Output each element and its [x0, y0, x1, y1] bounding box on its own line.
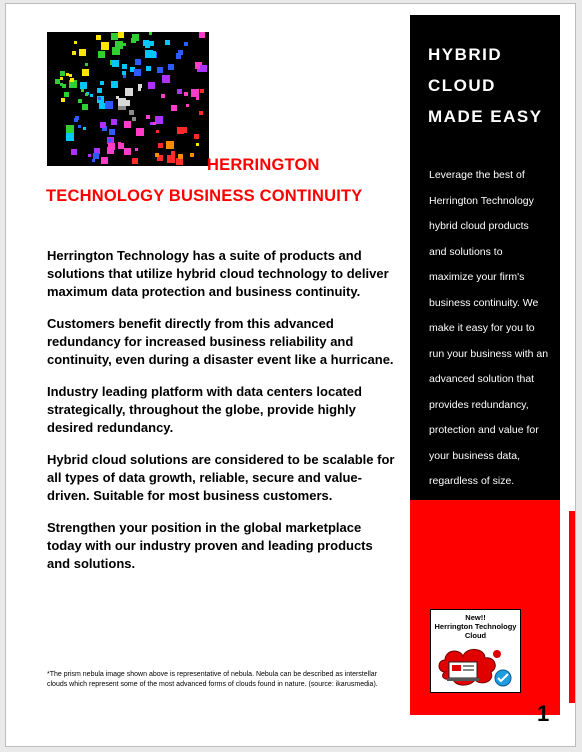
- prism-tile: [66, 73, 69, 76]
- prism-tile: [112, 60, 119, 67]
- prism-tile: [132, 34, 139, 41]
- prism-tile: [146, 115, 150, 119]
- prism-tile: [134, 69, 141, 76]
- prism-tile: [100, 122, 106, 128]
- prism-tile: [129, 110, 134, 115]
- prism-tile: [123, 75, 126, 78]
- prism-tile: [74, 118, 78, 122]
- prism-tile: [177, 89, 182, 94]
- prism-tile: [97, 88, 102, 93]
- prism-tile: [85, 93, 88, 96]
- prism-tile: [108, 143, 115, 150]
- prism-tile: [124, 121, 131, 128]
- body-paragraph: Industry leading platform with data centers located strategically, throughout the globe, provide highly desired redundancy.: [47, 384, 362, 435]
- promo-line-cloud: Cloud: [464, 631, 487, 640]
- prism-tile: [115, 41, 123, 49]
- prism-tile: [90, 94, 93, 97]
- sidebar-heading: HYBRID CLOUD MADE EASY: [428, 45, 543, 126]
- prism-tile: [78, 125, 81, 128]
- prism-tile: [70, 78, 74, 82]
- document-page: [5, 3, 576, 747]
- promo-line-new: New!!: [465, 613, 486, 622]
- prism-tile: [61, 98, 65, 102]
- prism-tile: [123, 43, 126, 46]
- prism-tile: [111, 119, 117, 125]
- prism-tile: [80, 82, 87, 89]
- prism-tile: [122, 71, 126, 75]
- prism-tile: [200, 89, 204, 93]
- prism-tile: [118, 98, 126, 106]
- prism-tile: [100, 81, 104, 85]
- prism-tile: [138, 84, 142, 88]
- prism-tile: [191, 89, 199, 97]
- prism-tile: [148, 82, 155, 89]
- prism-tile: [145, 43, 150, 48]
- prism-tile: [118, 142, 121, 145]
- cloud-computer-icon: [435, 642, 518, 690]
- prism-tile: [78, 99, 82, 103]
- prism-tile: [60, 71, 65, 76]
- prism-tile: [138, 88, 141, 91]
- prism-tile: [122, 64, 127, 69]
- prism-tile: [165, 40, 170, 45]
- prism-tile: [166, 141, 174, 149]
- prism-tile: [157, 67, 163, 73]
- prism-tile: [60, 77, 63, 80]
- prism-tile: [149, 32, 152, 35]
- prism-tile: [98, 97, 101, 100]
- prism-tile: [199, 111, 203, 115]
- prism-tile: [155, 116, 163, 124]
- prism-tile: [199, 32, 205, 38]
- prism-tile: [111, 81, 118, 88]
- prism-tile: [81, 89, 84, 92]
- page-number: 1: [537, 701, 550, 726]
- prism-tile: [98, 51, 105, 58]
- page-title: HERRINGTON TECHNOLOGY BUSINESS CONTINUITY: [46, 156, 363, 205]
- prism-nebula-image: [47, 32, 209, 166]
- page-edge-accent: [569, 511, 576, 703]
- prism-tile: [96, 35, 101, 40]
- image-footnote: *The prism nebula image shown above is representative of nebula. Nebula can be described as interstellar clouds which represent some of the most advanced forms of clouds found in nature. (source: ikarusmedia).: [47, 671, 378, 688]
- prism-tile: [64, 92, 69, 97]
- prism-tile: [196, 97, 199, 100]
- prism-tile: [82, 104, 88, 110]
- prism-tile: [118, 32, 124, 38]
- prism-tile: [83, 127, 86, 130]
- prism-tile: [72, 51, 76, 55]
- body-paragraph: Customers benefit directly from this advanced redundancy for increased business reliability and continuity, even during a disaster event like a hurricane.: [47, 316, 394, 367]
- prism-tile: [186, 104, 189, 107]
- prism-tile: [132, 117, 136, 121]
- prism-tile: [69, 74, 72, 77]
- body-copy: [47, 247, 397, 587]
- prism-tile: [158, 143, 163, 148]
- body-paragraph: Hybrid cloud solutions are considered to be scalable for all types of data growth, reliable, secure and value-driven. Suitable for most business customers.: [47, 452, 395, 503]
- prism-tile: [176, 54, 181, 59]
- prism-tile: [109, 129, 115, 135]
- prism-tile: [108, 139, 111, 142]
- prism-tile: [135, 59, 141, 65]
- prism-tile: [125, 88, 133, 96]
- prism-tile: [66, 125, 74, 133]
- prism-tile: [111, 33, 118, 40]
- prism-tile: [136, 128, 144, 136]
- prism-tile: [184, 92, 188, 96]
- prism-tile: [156, 130, 159, 133]
- prism-tile: [177, 127, 184, 134]
- prism-tile: [153, 122, 156, 125]
- prism-tile: [79, 49, 86, 56]
- prism-tile: [184, 42, 188, 46]
- prism-tile: [145, 50, 153, 58]
- prism-tile: [150, 122, 153, 125]
- prism-tile: [168, 64, 174, 70]
- promo-box: [430, 609, 521, 693]
- prism-tile: [62, 84, 66, 88]
- promo-line-company: Herrington Technology: [434, 622, 517, 631]
- prism-tile: [74, 41, 77, 44]
- prism-tile: [85, 63, 88, 66]
- prism-tile: [171, 105, 177, 111]
- prism-tile: [162, 75, 170, 83]
- prism-tile: [196, 143, 199, 146]
- prism-tile: [105, 101, 113, 109]
- body-paragraph: Herrington Technology has a suite of products and solutions that utilize hybrid cloud technology to deliver maximum data protection and business continuity.: [47, 248, 389, 299]
- sidebar-text: Leverage the best of Herrington Technology hybrid cloud products and solutions to maximize your firm's business continuity. We make it easy for you to run your business with an advanced solution that provides redundancy, protection and value for your business data, regardless of size.: [429, 169, 549, 487]
- prism-tile: [146, 66, 151, 71]
- prism-tile: [194, 134, 199, 139]
- prism-tile: [161, 94, 165, 98]
- prism-tile: [101, 42, 109, 50]
- prism-tile: [66, 133, 74, 141]
- prism-tile: [200, 65, 207, 72]
- prism-tile: [99, 103, 105, 109]
- prism-tile: [55, 79, 60, 84]
- body-paragraph: Strengthen your position in the global marketplace today with our industry proven and leading products and solutions.: [47, 520, 373, 571]
- prism-tile: [82, 69, 89, 76]
